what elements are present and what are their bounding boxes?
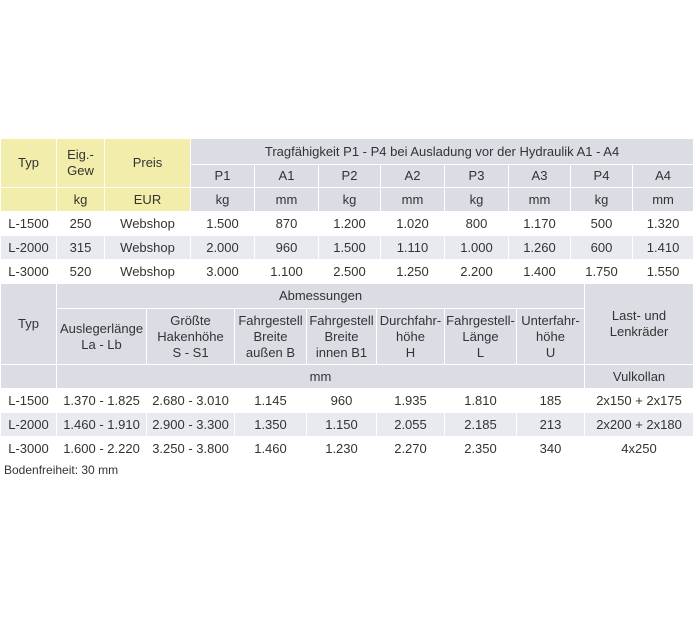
header-col: Fahrgestell- Länge L [445,309,517,365]
unit-cell: kg [571,188,633,212]
header-col: A4 [633,165,694,188]
table-row: L-1500 250 Webshop 1.500 870 1.200 1.020 800 1.170 500 1.320 [1,212,694,236]
header-col: Durchfahr- höhe H [377,309,445,365]
header-col: Größte Hakenhöhe S - S1 [147,309,235,365]
header-eigengewicht: Eig.- Gew [57,139,105,188]
table-row: L-3000 1.600 - 2.220 3.250 - 3.800 1.460 1.230 2.270 2.350 340 4x250 [1,437,694,461]
header-col: Unterfahr- höhe U [517,309,585,365]
unit-vulkollan: Vulkollan [585,365,694,389]
footnote: Bodenfreiheit: 30 mm [4,463,119,477]
header-col: A2 [381,165,445,188]
header-col: P4 [571,165,633,188]
unit-cell: kg [57,188,105,212]
unit-cell: kg [445,188,509,212]
unit-cell: EUR [105,188,191,212]
table-row: L-2000 1.460 - 1.910 2.900 - 3.300 1.350 1.150 2.055 2.185 213 2x200 + 2x180 [1,413,694,437]
unit-cell: mm [509,188,571,212]
unit-cell: kg [319,188,381,212]
header-col: P3 [445,165,509,188]
unit-cell: mm [255,188,319,212]
table-row: L-2000 315 Webshop 2.000 960 1.500 1.110 1.000 1.260 600 1.410 [1,236,694,260]
header-col: P2 [319,165,381,188]
load-capacity-table [0,138,694,284]
unit-mm: mm [57,365,585,389]
table-row: L-3000 520 Webshop 3.000 1.100 2.500 1.250 2.200 1.400 1.750 1.550 [1,260,694,284]
unit-cell: kg [191,188,255,212]
units-row [1,188,694,212]
header-col: Auslegerlänge La - Lb [57,309,147,365]
header-preis: Preis [105,139,191,188]
header-raeder: Last- und Lenkräder [585,284,694,365]
header-typ: Typ [1,139,57,188]
header-col: Fahrgestell Breite innen B1 [307,309,377,365]
header-col: Fahrgestell Breite außen B [235,309,307,365]
unit-cell: mm [633,188,694,212]
header-col: A3 [509,165,571,188]
header-typ: Typ [1,284,57,365]
units-row [1,365,694,389]
header-col: A1 [255,165,319,188]
unit-cell: mm [381,188,445,212]
header-tragfaehigkeit: Tragfähigkeit P1 - P4 bei Ausladung vor der Hydraulik A1 - A4 [191,139,694,165]
header-abmessungen: Abmessungen [57,284,585,309]
header-col: P1 [191,165,255,188]
table-row: L-1500 1.370 - 1.825 2.680 - 3.010 1.145 960 1.935 1.810 185 2x150 + 2x175 [1,389,694,413]
dimensions-table [0,283,694,461]
